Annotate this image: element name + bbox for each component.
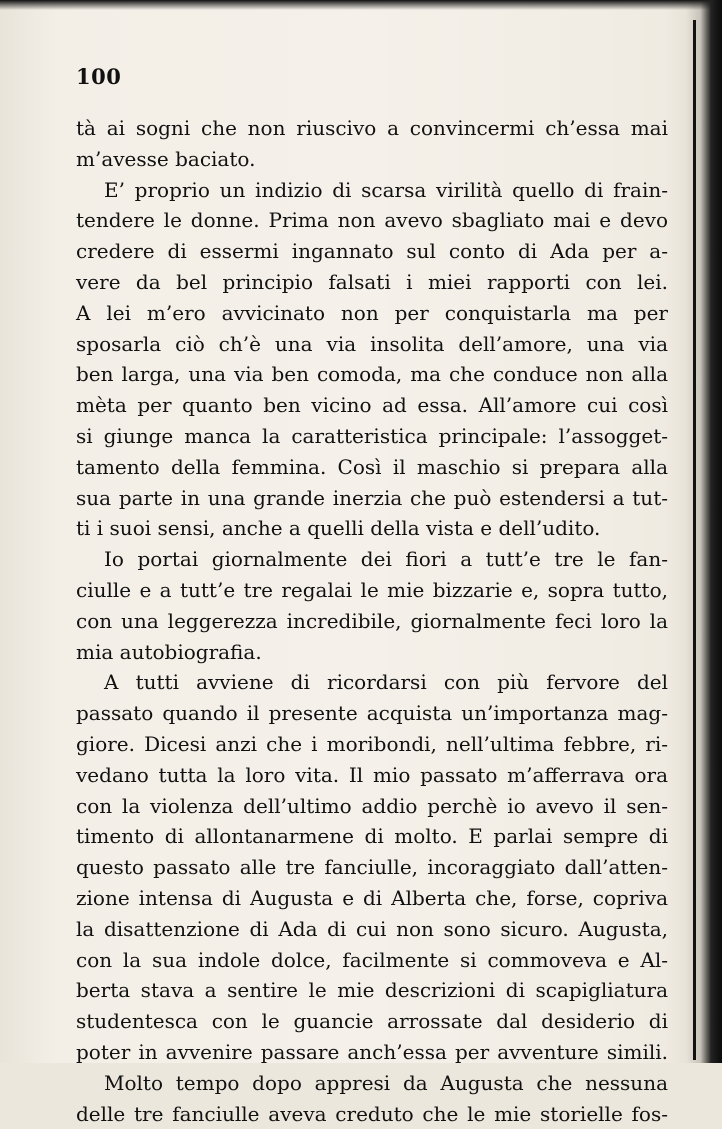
page-number: 100 <box>76 64 121 89</box>
text-line: A lei m’ero avvicinato non per conquistarla ma per <box>76 298 668 329</box>
page-binding-edge <box>686 0 722 1063</box>
text-line: delle tre fanciulle aveva creduto che le mie storielle fos- <box>76 1099 668 1129</box>
text-line: tamento della femmina. Così il maschio si prepara alla <box>76 452 668 483</box>
text-line: m’avesse baciato. <box>76 144 668 175</box>
text-line: Io portai giornalmente dei fiori a tutt’e tre le fan- <box>76 544 668 575</box>
text-line: mia autobiografia. <box>76 637 668 668</box>
text-line: giore. Dicesi anzi che i moribondi, nell’ultima febbre, ri- <box>76 729 668 760</box>
scan-top-shadow <box>0 0 722 10</box>
text-line: berta stava a sentire le mie descrizioni di scapigliatura <box>76 975 668 1006</box>
text-line: studentesca con le guancie arrossate dal desiderio di <box>76 1006 668 1037</box>
text-line: si giunge manca la caratteristica principale: l’assogget- <box>76 421 668 452</box>
text-line: con la sua indole dolce, facilmente si commoveva e Al- <box>76 945 668 976</box>
text-line: zione intensa di Augusta e di Alberta che, forse, copriva <box>76 883 668 914</box>
text-line: E’ proprio un indizio di scarsa virilità quello di frain- <box>76 175 668 206</box>
text-line: Molto tempo dopo appresi da Augusta che nessuna <box>76 1068 668 1099</box>
text-line: tà ai sogni che non riuscivo a convincermi ch’essa mai <box>76 113 668 144</box>
text-line: con una leggerezza incredibile, giornalmente feci loro la <box>76 606 668 637</box>
text-line: A tutti avviene di ricordarsi con più fervore del <box>76 667 668 698</box>
text-line: timento di allontanarmene di molto. E parlai sempre di <box>76 821 668 852</box>
page-edge-line <box>693 20 696 1060</box>
text-line: mèta per quanto ben vicino ad essa. All’amore cui così <box>76 390 668 421</box>
text-line: ti i suoi sensi, anche a quelli della vista e dell’udito. <box>76 513 668 544</box>
text-line: sua parte in una grande inerzia che può estendersi a tut- <box>76 483 668 514</box>
text-line: ben larga, una via ben comoda, ma che conduce non alla <box>76 359 668 390</box>
page-body-text <box>76 113 668 1129</box>
text-line: ciulle e a tutt’e tre regalai le mie bizzarie e, sopra tutto, <box>76 575 668 606</box>
text-line: la disattenzione di Ada di cui non sono sicuro. Augusta, <box>76 914 668 945</box>
text-line: vere da bel principio falsati i miei rapporti con lei. <box>76 267 668 298</box>
text-line: vedano tutta la loro vita. Il mio passato m’afferrava ora <box>76 760 668 791</box>
text-line: passato quando il presente acquista un’importanza mag- <box>76 698 668 729</box>
text-line: tendere le donne. Prima non avevo sbagliato mai e devo <box>76 205 668 236</box>
text-line: con la violenza dell’ultimo addio perchè io avevo il sen- <box>76 791 668 822</box>
text-line: poter in avvenire passare anch’essa per avventure simili. <box>76 1037 668 1068</box>
text-line: credere di essermi ingannato sul conto di Ada per a- <box>76 236 668 267</box>
text-line: questo passato alle tre fanciulle, incoraggiato dall’atten- <box>76 852 668 883</box>
text-line: sposarla ciò ch’è una via insolita dell’amore, una via <box>76 329 668 360</box>
